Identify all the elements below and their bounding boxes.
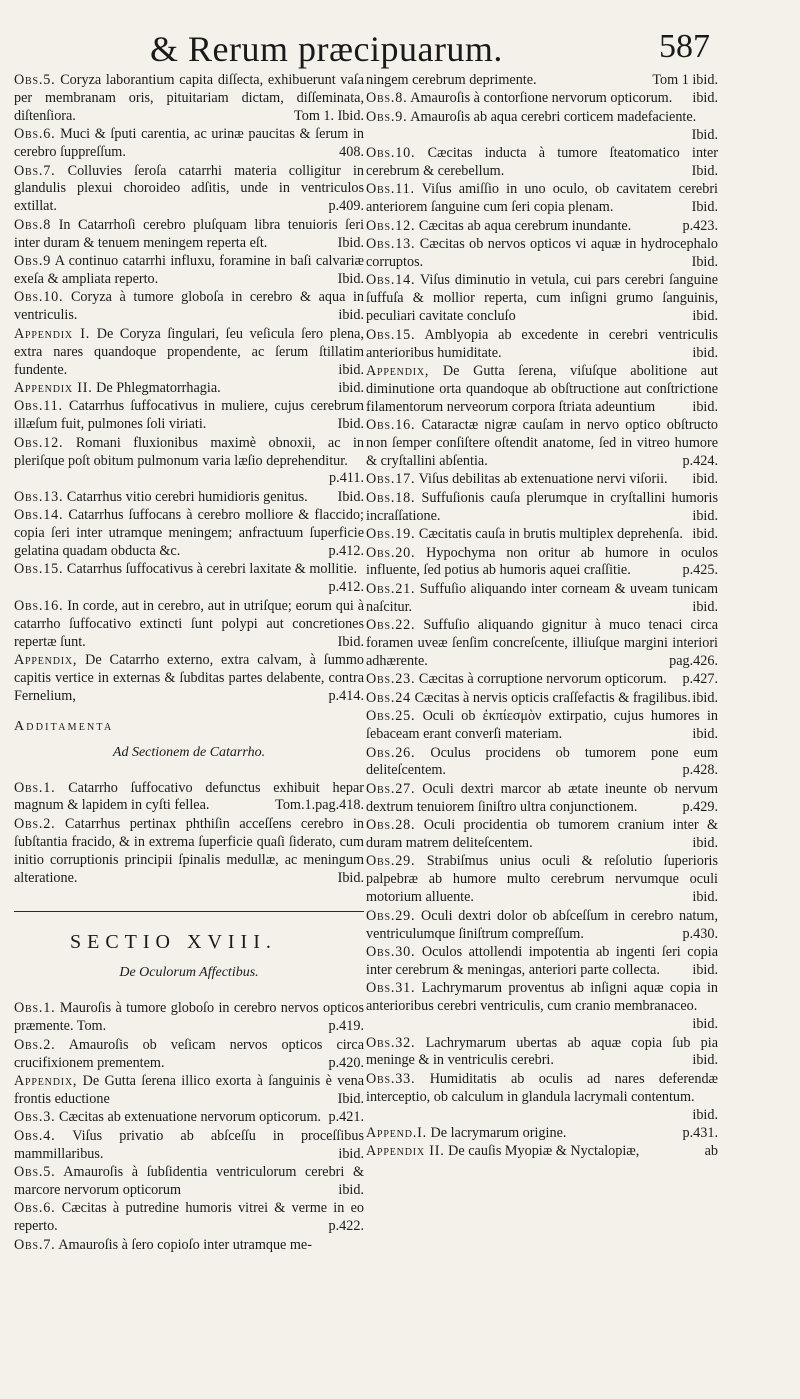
index-entry — [14, 507, 364, 561]
entry-text: Catarrho ſuffocativo defunctus exhibuit hepar magnum & lapidem in cyſti fellea. — [14, 779, 364, 814]
entry-label: Obs.28. — [366, 817, 416, 834]
entry-text: Amauroſis à contorſione nervorum opticorum. — [410, 90, 673, 107]
entry-text: Cæcitas à corruptione nervorum opticorum. — [418, 671, 667, 688]
entry-label: Obs.5. — [14, 72, 56, 88]
index-entry — [366, 1125, 718, 1143]
entry-page-reference: ibid. — [692, 344, 718, 361]
entry-label: Obs.11. — [14, 398, 63, 415]
index-entry — [366, 781, 718, 817]
index-list-eyes — [14, 1000, 364, 1254]
entry-page-reference: 408. — [339, 144, 364, 161]
index-entry — [366, 617, 718, 671]
entry-label: Appendix I. — [14, 325, 91, 342]
entry-page-reference: pag.426. — [669, 653, 718, 669]
entry-page-reference: p.423. — [682, 217, 718, 234]
entry-text: Suffuſio aliquando gignitur à muco tenaci circa foramen uveæ ſenſim concreſcente, illiuſque margini interiori adhærente. — [366, 617, 718, 669]
entry-text: Amauroſis ob veſicam nervos opticos circa crucifixionem prementem. — [14, 1036, 364, 1071]
entry-page-reference: ibid. — [692, 507, 718, 524]
entry-page-reference: Ibid. — [691, 126, 718, 143]
entry-label: Obs.15. — [366, 326, 416, 343]
entry-page-reference: ibid. — [692, 1052, 718, 1069]
index-entry — [366, 363, 718, 417]
index-entry — [366, 417, 718, 471]
index-entry — [14, 435, 364, 489]
entry-text: ningem cerebrum deprimente. — [366, 72, 537, 88]
entry-text: Catarrhus ſuffocativus in muliere, cujus cerebrum illæſum fuit, pulmones ſoli viriati. — [14, 398, 365, 433]
entry-label: Obs.10. — [366, 145, 416, 162]
entry-label: Obs.12. — [14, 434, 64, 451]
index-entry — [14, 253, 364, 289]
index-entry — [366, 690, 718, 708]
entry-page-reference: Ibid. — [691, 163, 718, 180]
entry-label: Obs.9 — [14, 253, 52, 270]
entry-page-reference: ibid. — [338, 1145, 364, 1162]
index-entry — [366, 1071, 718, 1125]
index-entry — [366, 327, 718, 363]
entry-label: Obs.2. — [14, 1036, 56, 1053]
entry-label: Obs.11. — [366, 181, 415, 198]
entry-label: Obs.4. — [14, 1127, 56, 1144]
index-entry — [14, 1000, 364, 1036]
entry-page-reference: p.411. — [329, 470, 364, 487]
entry-page-reference: ibid. — [692, 308, 718, 325]
index-entry — [14, 326, 364, 380]
index-entry — [366, 745, 718, 781]
entry-text: Cæcitas ab extenuatione nervorum opticorum. — [59, 1109, 322, 1126]
index-list-catarrh — [14, 72, 364, 706]
entry-page-reference: ibid. — [338, 379, 364, 396]
entry-label: Obs.2. — [14, 815, 56, 832]
entry-label: Obs.18. — [366, 489, 416, 506]
entry-page-reference: Ibid. — [337, 270, 364, 287]
entry-label: Obs.6. — [14, 126, 56, 143]
index-entry — [14, 1128, 364, 1164]
entry-text: In Catarrhoſi cerebro pluſquam libra tenuioris ſeri inter duram & tenuem meningem reperta eſt. — [14, 216, 365, 251]
entry-text: Viſus diminutio in vetula, cui pars cerebri ſanguine ſuffuſa & mollior reperta, cum inſigni grumo ſanguinis, peculiari cavitate concluſo — [366, 272, 718, 325]
entry-page-reference: p.420. — [328, 1054, 364, 1071]
entry-label: Obs.14. — [366, 272, 416, 289]
entry-label: Obs.31. — [366, 980, 416, 997]
index-entry — [366, 1035, 718, 1071]
index-entry — [366, 853, 718, 907]
index-entry — [366, 490, 718, 526]
entry-text: De Gutta ſerena, viſuſque abolitione aut diminutione orta quandoque ab obſtructione aut conſtrictione filamentorum nerveorum corpora ſtriata adeuntium — [366, 363, 718, 415]
entry-label: Obs.16. — [366, 417, 416, 434]
index-entry — [366, 72, 718, 90]
entry-text: Amblyopia ab excedente in cerebri ventriculis anterioribus humiditate. — [366, 326, 718, 361]
entry-page-reference: p.429. — [682, 798, 718, 815]
entry-text: Suffuſio aliquando inter corneam & uveam tunicam naſcitur. — [366, 580, 718, 615]
entry-label: Obs.20. — [366, 544, 416, 561]
entry-label: Appendix, — [366, 363, 430, 379]
entry-page-reference: ibid. — [692, 726, 718, 743]
entry-text: De cauſis Myopiæ & Nyctalopiæ, — [448, 1143, 640, 1160]
index-entry — [14, 380, 364, 398]
entry-label: Obs.1. — [14, 1000, 56, 1017]
index-entry — [14, 1164, 364, 1200]
entry-text: Mauroſis à tumore globoſo in cerebro nervos opticos præmente. Tom. — [14, 1000, 365, 1035]
index-entry — [14, 1037, 364, 1073]
index-entry — [14, 217, 364, 253]
entry-page-reference: Ibid. — [337, 488, 364, 505]
entry-label: Obs.29. — [366, 907, 416, 924]
entry-page-reference: p.422. — [328, 1218, 364, 1235]
entry-text: Oculi dextri marcor ab ætate ineunte ob nervum dextrum tenuiorem ſiniſtro ultra conjunctionem. — [366, 780, 718, 815]
index-entry — [14, 1109, 364, 1127]
index-entry — [366, 908, 718, 944]
entry-text: Coryza à tumore globoſa in cerebro & aqua in ventriculis. — [14, 289, 364, 324]
index-entry — [366, 581, 718, 617]
entry-page-reference: ibid. — [692, 689, 718, 706]
entry-label: Obs.8 — [14, 216, 52, 233]
entry-text: Muci & ſputi carentia, ac urinæ paucitas & ſerum in cerebro ſuppreſſum. — [14, 126, 364, 161]
entry-page-reference: p.428. — [682, 762, 718, 779]
entry-text: Cæcitas ob nervos opticos vi aquæ in hydrocephalo corruptos. — [366, 236, 718, 271]
entry-label: Obs.26. — [366, 744, 416, 761]
index-entry — [366, 671, 718, 689]
entry-label: Appendix II. — [366, 1143, 445, 1160]
entry-page-reference: ibid. — [338, 361, 364, 378]
entry-page-reference: p.424. — [682, 453, 718, 470]
entry-page-reference: p.414. — [328, 687, 364, 704]
entry-text: Amauroſis à ſubſidentia ventriculorum cerebri & marcore nervorum opticorum — [14, 1163, 364, 1198]
entry-page-reference: ibid. — [692, 835, 718, 852]
entry-text: Hypochyma non oritur ab humore in oculos influente, ſed potius ab humoris aquei craſſitie. — [366, 544, 718, 579]
entry-page-reference: ibid. — [692, 961, 718, 978]
additamenta-subheading: Ad Sectionem de Catarrho. — [112, 744, 266, 760]
entry-text: Cataractæ nigræ cauſam in nervo optico obſtructo non ſemper conſiſtere oſtendit anatome, ſed in vitreo humore & cryſtallini abſentia. — [366, 417, 718, 470]
index-entry — [366, 545, 718, 581]
entry-page-reference: ibid. — [692, 398, 718, 415]
entry-label: Obs.19. — [366, 526, 416, 543]
index-entry — [14, 489, 364, 507]
entry-text: In corde, aut in cerebro, aut in utriſque; eorum qui à catarrho ſuffocativo extincti ſunt polypi aut concretiones repertæ ſunt. — [14, 597, 364, 650]
entry-label: Obs.23. — [366, 671, 416, 688]
index-entry — [366, 944, 718, 980]
entry-label: Obs.3. — [14, 1109, 56, 1126]
left-column — [14, 72, 364, 1255]
entry-label: Obs.8. — [366, 90, 408, 107]
entry-label: Appendix, — [14, 1072, 78, 1089]
entry-text: Catarrhus ſuffocativus à cerebri laxitate & mollitie. — [66, 561, 357, 578]
entry-page-reference: p.427. — [682, 671, 718, 688]
index-entry — [14, 398, 364, 434]
additamenta-heading: Additamenta — [14, 718, 114, 734]
entry-page-reference: p.412. — [328, 579, 364, 596]
entry-label: Obs.6. — [14, 1200, 56, 1217]
entry-text: Oculi procidentia ob tumorem cranium inter & duram matrem deliteſcentem. — [366, 817, 719, 852]
entry-text: Lachrymarum ubertas ab aquæ copia ſub pia meninge & in ventriculis cerebri. — [366, 1034, 719, 1069]
entry-page-reference: p.412. — [328, 543, 364, 560]
index-entry — [366, 471, 718, 489]
entry-page-reference: ibid. — [692, 889, 718, 906]
entry-page-reference: ibid. — [692, 471, 718, 488]
entry-text: De lacrymarum origine. — [430, 1125, 567, 1142]
index-entry — [366, 236, 718, 272]
index-entry — [14, 126, 364, 162]
index-entry — [14, 652, 364, 706]
entry-text: De Catarrho externo, extra calvam, à ſummo capitis vertice in externas & ſubditas partes delabente, contra Fernelium, — [14, 652, 364, 704]
entry-label: Obs.10. — [14, 289, 64, 306]
entry-label: Append.I. — [366, 1125, 427, 1142]
section-title: SECTIO XVIII. — [70, 931, 277, 954]
entry-page-reference: Ibid. — [337, 234, 364, 251]
entry-text: Amauroſis à ſero copioſo inter utramque me- — [58, 1236, 312, 1253]
entry-page-reference: Tom.1.pag.418. — [275, 797, 364, 814]
entry-page-reference: ab — [704, 1143, 718, 1160]
entry-text: Humiditatis ab oculis ad nares deferendæ interceptio, ob calculum in glandula lacrymali contentum. — [366, 1070, 719, 1105]
entry-label: Obs.7. — [14, 162, 56, 179]
entry-text: Suffuſionis cauſa plerumque in cryſtallini humoris incraſſatione. — [366, 489, 718, 524]
entry-page-reference: p.419. — [328, 1018, 364, 1035]
entry-label: Obs.25. — [366, 708, 416, 725]
index-entry — [14, 561, 364, 597]
entry-text: De Gutta ſerena illico exorta à ſanguinis è vena frontis eductione — [14, 1072, 365, 1107]
entry-label: Obs.13. — [14, 488, 64, 505]
entry-label: Obs.16. — [14, 597, 64, 614]
entry-text: Viſus debilitas ab extenuatione nervi viſorii. — [418, 471, 668, 488]
entry-page-reference: Tom 1 ibid. — [652, 72, 718, 88]
index-list-additamenta — [14, 780, 364, 888]
index-entry — [366, 181, 718, 217]
index-entry — [14, 816, 364, 888]
entry-text: Lachrymarum proventus ab inſigni aquæ copia in anterioribus cerebri ventriculis, cum cranio membranaceo. — [366, 980, 718, 1015]
entry-text: Cæcitas inducta à tumore ſteatomatico inter cerebrum & cerebellum. — [366, 145, 718, 180]
entry-text: Coryza laborantium capita diſſecta, exhibuerunt vaſa per membranam oris, pituitariam dictam, diſſeminata, diſtenſiora. — [14, 72, 365, 124]
entry-text: Catarrhus vitio cerebri humidioris genitus. — [66, 488, 308, 505]
entry-label: Obs.27. — [366, 780, 416, 797]
entry-text: Oculi ob ἐκπίεσμὸν extirpatio, cujus humores in ſebaceam erant converſi materiam. — [366, 708, 718, 743]
entry-page-reference: p.409. — [328, 198, 364, 215]
entry-page-reference: ibid. — [692, 1016, 718, 1033]
index-entry — [366, 817, 718, 853]
entry-page-reference: ibid. — [338, 307, 364, 324]
entry-label: Obs.5. — [14, 1163, 56, 1180]
entry-page-reference: p.431. — [682, 1125, 718, 1142]
index-entry — [366, 90, 718, 108]
index-entry — [14, 1237, 364, 1255]
entry-label: Obs.7. — [14, 1236, 56, 1253]
entry-text: Cæcitas à nervis opticis craſſefactis & fragilibus. — [414, 689, 691, 706]
entry-label: Obs.29. — [366, 853, 416, 870]
entry-text: Catarrhus ſuffocans à cerebro molliore & flaccido; copia ſeri inter utramque meningem; anfractuum ſuperficie gelatina quadam obducta &c. — [14, 507, 365, 560]
entry-page-reference: Ibid. — [337, 869, 364, 886]
index-entry — [14, 780, 364, 816]
entry-text: Viſus privatio ab abſceſſu in proceſſibus mammillaribus. — [14, 1127, 364, 1162]
entry-page-reference: ibid. — [692, 598, 718, 615]
entry-text: Cæcitas ab aqua cerebrum inundante. — [418, 217, 632, 234]
page-number: 587 — [659, 28, 710, 65]
running-title: & Rerum præcipuarum. — [150, 29, 503, 69]
entry-label: Obs.22. — [366, 617, 416, 634]
entry-label: Appendix II. — [14, 379, 93, 396]
entry-page-reference: p.425. — [682, 562, 718, 579]
entry-page-reference: p.421. — [328, 1109, 364, 1126]
entry-label: Appendix, — [14, 652, 78, 668]
index-entry — [366, 1143, 718, 1161]
entry-text: A continuo catarrhi influxu, foramine in baſi calvariæ exeſa & ampliata reperto. — [14, 253, 364, 287]
entry-text: De Coryza ſingulari, ſeu veſicula ſero plena, extra nares quandoque propendente, ac ſerum ſtillatim fundente. — [14, 325, 364, 378]
entry-text: Amauroſis ab aqua cerebri corticem madefaciente. — [410, 108, 697, 125]
index-entry — [366, 218, 718, 236]
section-subtitle: De Oculorum Affectibus. — [119, 965, 259, 981]
entry-label: Obs.1. — [14, 779, 56, 796]
entry-label: Obs.30. — [366, 944, 416, 960]
index-entry — [14, 598, 364, 652]
right-column — [366, 72, 718, 1162]
entry-text: Cæcitatis cauſa in brutis multiplex deprehenſa. — [418, 526, 683, 543]
entry-label: Obs.9. — [366, 108, 408, 125]
entry-page-reference: Tom 1. Ibid. — [294, 107, 364, 124]
entry-page-reference: ibid. — [692, 90, 718, 107]
entry-page-reference: Ibid. — [337, 416, 364, 433]
entry-page-reference: Ibid. — [337, 1090, 364, 1107]
entry-label: Obs.21. — [366, 580, 416, 597]
index-entry — [14, 1073, 364, 1109]
index-entry — [366, 980, 718, 1034]
index-entry — [14, 1200, 364, 1236]
entry-text: Catarrhus pertinax phthiſin acceſſens cerebro in ſubſtantia fracido, & in extrema ſuperficie quaſi ſiderato, cum initio corruptionis principii ſpinalis medullæ, ac meningum alteratione. — [14, 815, 364, 886]
running-header — [0, 28, 800, 78]
entry-page-reference: Ibid. — [691, 199, 718, 216]
entry-page-reference: Ibid. — [691, 254, 718, 271]
entry-text: Colluvies ſeroſa catarrhi materia colligitur in glandulis plexui choroideo adſitis, unde in ventriculos extillat. — [14, 162, 364, 215]
entry-text: Strabiſmus unius oculi & reſolutio ſuperioris palpebræ ab humore multo cerebrum nervumque oculi motorium alluente. — [366, 853, 719, 906]
entry-label: Obs.15. — [14, 561, 64, 578]
entry-text: Romani fluxionibus maximè obnoxii, ac in pleriſque poſt obitum pulmonum varia læſio deprehenditur. — [14, 434, 365, 469]
index-entry — [366, 272, 718, 326]
entry-page-reference: p.430. — [682, 925, 718, 942]
index-entry — [14, 289, 364, 325]
entry-label: Obs.12. — [366, 217, 416, 234]
entry-label: Obs.24 — [366, 689, 412, 706]
entry-page-reference: ibid. — [338, 1181, 364, 1198]
entry-page-reference: ibid. — [692, 1106, 718, 1123]
entry-page-reference: Ibid. — [337, 633, 364, 650]
entry-text: Viſus amiſſio in uno oculo, ob cavitatem cerebri anteriorem ſanguine cum ſeri copia plenam. — [366, 181, 718, 216]
entry-label: Obs.32. — [366, 1034, 416, 1051]
entry-label: Obs.14. — [14, 507, 64, 524]
entry-label: Obs.33. — [366, 1070, 416, 1087]
index-entry — [366, 526, 718, 544]
index-entry — [366, 145, 718, 181]
entry-text: Oculos attollendi impotentia ab ingenti ſeri copia inter cerebrum & meningas, anteriori parte collecta. — [366, 944, 718, 978]
index-entry — [366, 708, 718, 744]
entry-text: Oculus procidens ob tumorem pone eum deliteſcentem. — [366, 744, 719, 779]
entry-label: Obs.17. — [366, 471, 416, 488]
entry-text: Oculi dextri dolor ob abſceſſum in cerebro natum, ventriculumque ſiniſtrum compreſſum. — [366, 907, 718, 942]
entry-text: Cæcitas à putredine humoris vitrei & verme in eo reperto. — [14, 1200, 364, 1235]
section-divider — [14, 911, 364, 912]
index-entry — [14, 163, 364, 217]
index-entry — [14, 72, 364, 126]
index-entry — [366, 109, 718, 145]
entry-page-reference: ibid. — [692, 526, 718, 543]
index-list-eyes-continued — [366, 72, 718, 1161]
entry-text: De Phlegmatorrhagia. — [96, 379, 221, 396]
entry-label: Obs.13. — [366, 236, 416, 253]
